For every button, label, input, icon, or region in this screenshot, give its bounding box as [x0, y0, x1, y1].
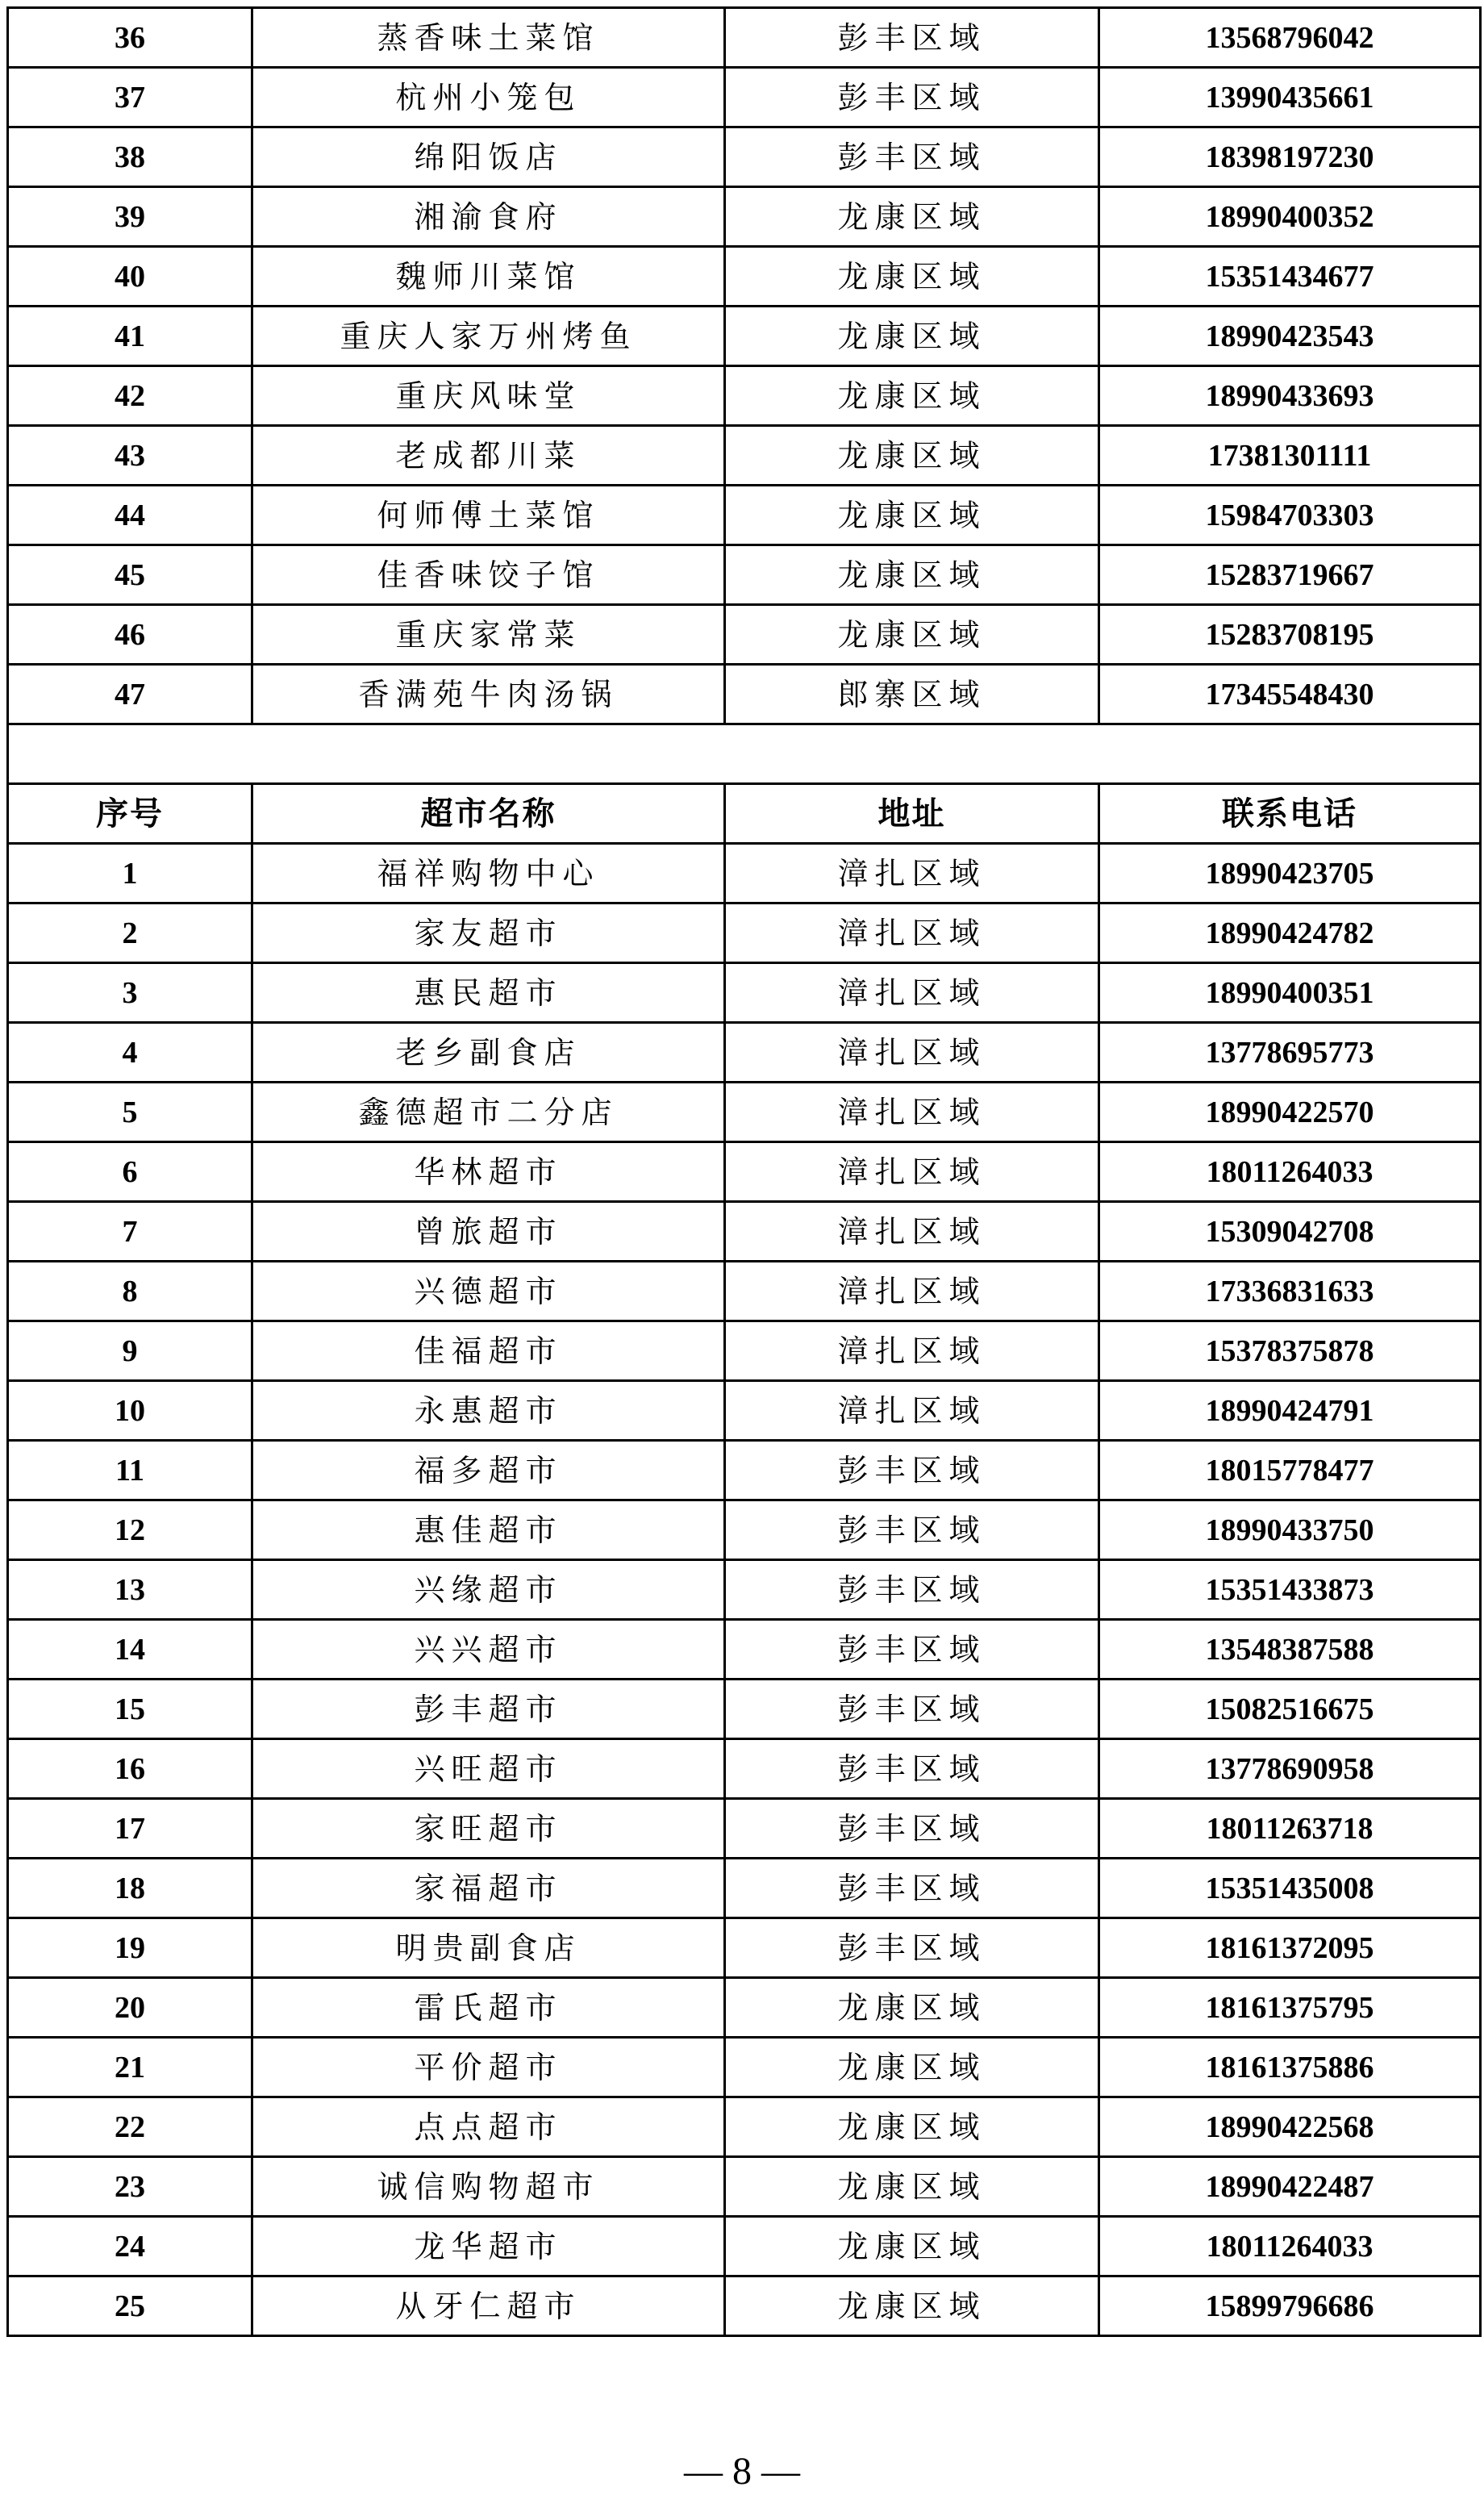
- row-number: 24: [8, 2217, 252, 2276]
- store-address: 漳扎区域: [725, 1202, 1099, 1262]
- store-name: 香满苑牛肉汤锅: [252, 665, 725, 724]
- store-name: 福多超市: [252, 1441, 725, 1500]
- table-row: [8, 545, 1481, 605]
- store-name: 惠民超市: [252, 963, 725, 1023]
- supermarket-rows: [8, 844, 1481, 2336]
- store-address: 彭丰区域: [725, 1918, 1099, 1978]
- store-phone: 15283708195: [1099, 605, 1481, 665]
- row-number: 36: [8, 8, 252, 68]
- store-address: 龙康区域: [725, 545, 1099, 605]
- row-number: 9: [8, 1321, 252, 1381]
- page-number: — 8 —: [684, 2450, 800, 2493]
- row-number: 5: [8, 1083, 252, 1142]
- table-row: [8, 903, 1481, 963]
- store-name: 雷氏超市: [252, 1978, 725, 2038]
- store-phone: 15309042708: [1099, 1202, 1481, 1262]
- table-row: [8, 1381, 1481, 1441]
- store-name: 重庆家常菜: [252, 605, 725, 665]
- row-number: 4: [8, 1023, 252, 1083]
- store-phone: 15283719667: [1099, 545, 1481, 605]
- table-row: [8, 2038, 1481, 2097]
- table-row: [8, 1739, 1481, 1799]
- store-address: 郎寨区域: [725, 665, 1099, 724]
- restaurant-rows: [8, 8, 1481, 724]
- row-number: 16: [8, 1739, 252, 1799]
- store-name: 绵阳饭店: [252, 127, 725, 187]
- row-number: 14: [8, 1620, 252, 1680]
- store-address: 龙康区域: [725, 2217, 1099, 2276]
- store-phone: 18990424782: [1099, 903, 1481, 963]
- store-phone: 18161375886: [1099, 2038, 1481, 2097]
- store-phone: 18011264033: [1099, 2217, 1481, 2276]
- table-row: [8, 426, 1481, 486]
- row-number: 6: [8, 1142, 252, 1202]
- store-name: 平价超市: [252, 2038, 725, 2097]
- store-name: 福祥购物中心: [252, 844, 725, 903]
- table-row: [8, 247, 1481, 307]
- store-address: 漳扎区域: [725, 1321, 1099, 1381]
- row-number: 40: [8, 247, 252, 307]
- store-address: 龙康区域: [725, 2097, 1099, 2157]
- store-phone: 15378375878: [1099, 1321, 1481, 1381]
- store-address: 龙康区域: [725, 1978, 1099, 2038]
- blank-row: [8, 724, 1481, 784]
- table-row: [8, 366, 1481, 426]
- table-row: [8, 307, 1481, 366]
- row-number: 39: [8, 187, 252, 247]
- store-address: 龙康区域: [725, 486, 1099, 545]
- table-row: [8, 1500, 1481, 1560]
- store-address: 彭丰区域: [725, 127, 1099, 187]
- table-row: [8, 605, 1481, 665]
- store-address: 彭丰区域: [725, 1441, 1099, 1500]
- store-phone: 13778690958: [1099, 1739, 1481, 1799]
- store-phone: 18990422487: [1099, 2157, 1481, 2217]
- store-phone: 18161372095: [1099, 1918, 1481, 1978]
- row-number: 7: [8, 1202, 252, 1262]
- row-number: 15: [8, 1680, 252, 1739]
- table-row: [8, 844, 1481, 903]
- store-phone: 18398197230: [1099, 127, 1481, 187]
- store-name: 兴兴超市: [252, 1620, 725, 1680]
- store-address: 彭丰区域: [725, 8, 1099, 68]
- table-row: [8, 68, 1481, 127]
- row-number: 2: [8, 903, 252, 963]
- store-name: 彭丰超市: [252, 1680, 725, 1739]
- row-number: 20: [8, 1978, 252, 2038]
- store-address: 彭丰区域: [725, 1859, 1099, 1918]
- header-phone: 联系电话: [1099, 784, 1481, 844]
- store-name: 从牙仁超市: [252, 2276, 725, 2336]
- row-number: 19: [8, 1918, 252, 1978]
- store-phone: 18990422568: [1099, 2097, 1481, 2157]
- store-phone: 18011263718: [1099, 1799, 1481, 1859]
- store-address: 漳扎区域: [725, 1023, 1099, 1083]
- table-row: [8, 963, 1481, 1023]
- store-address: 漳扎区域: [725, 963, 1099, 1023]
- row-number: 21: [8, 2038, 252, 2097]
- table-row: [8, 2097, 1481, 2157]
- store-address: 漳扎区域: [725, 1142, 1099, 1202]
- row-number: 23: [8, 2157, 252, 2217]
- store-phone: 18990433693: [1099, 366, 1481, 426]
- store-address: 龙康区域: [725, 2276, 1099, 2336]
- store-address: 彭丰区域: [725, 1799, 1099, 1859]
- table-row: [8, 1023, 1481, 1083]
- store-address: 龙康区域: [725, 247, 1099, 307]
- store-name: 佳香味饺子馆: [252, 545, 725, 605]
- table-row: [8, 1978, 1481, 2038]
- store-address: 龙康区域: [725, 605, 1099, 665]
- row-number: 37: [8, 68, 252, 127]
- store-phone: 13778695773: [1099, 1023, 1481, 1083]
- row-number: 22: [8, 2097, 252, 2157]
- store-address: 彭丰区域: [725, 1560, 1099, 1620]
- store-name: 杭州小笼包: [252, 68, 725, 127]
- store-phone: 15351434677: [1099, 247, 1481, 307]
- store-phone: 17336831633: [1099, 1262, 1481, 1321]
- store-address: 漳扎区域: [725, 903, 1099, 963]
- store-name: 家旺超市: [252, 1799, 725, 1859]
- table-row: [8, 1620, 1481, 1680]
- store-name: 佳福超市: [252, 1321, 725, 1381]
- store-name: 重庆人家万州烤鱼: [252, 307, 725, 366]
- supermarket-header-row: [8, 784, 1481, 844]
- store-phone: 18990422570: [1099, 1083, 1481, 1142]
- store-name: 老成都川菜: [252, 426, 725, 486]
- store-name: 永惠超市: [252, 1381, 725, 1441]
- table-row: [8, 1321, 1481, 1381]
- table-row: [8, 2157, 1481, 2217]
- store-address: 龙康区域: [725, 426, 1099, 486]
- store-name: 家福超市: [252, 1859, 725, 1918]
- store-name: 蒸香味土菜馆: [252, 8, 725, 68]
- store-address: 彭丰区域: [725, 68, 1099, 127]
- store-name: 魏师川菜馆: [252, 247, 725, 307]
- store-name: 点点超市: [252, 2097, 725, 2157]
- store-name: 惠佳超市: [252, 1500, 725, 1560]
- store-address: 彭丰区域: [725, 1500, 1099, 1560]
- row-number: 17: [8, 1799, 252, 1859]
- store-phone: 15351433873: [1099, 1560, 1481, 1620]
- table-row: [8, 2276, 1481, 2336]
- row-number: 43: [8, 426, 252, 486]
- table-row: [8, 1918, 1481, 1978]
- table-row: [8, 2217, 1481, 2276]
- table-row: [8, 1262, 1481, 1321]
- store-name: 华林超市: [252, 1142, 725, 1202]
- row-number: 42: [8, 366, 252, 426]
- table-row: [8, 187, 1481, 247]
- header-name: 超市名称: [252, 784, 725, 844]
- table-row: [8, 665, 1481, 724]
- store-phone: 18990400351: [1099, 963, 1481, 1023]
- row-number: 3: [8, 963, 252, 1023]
- header-no: 序号: [8, 784, 252, 844]
- store-phone: 15899796686: [1099, 2276, 1481, 2336]
- store-phone: 15082516675: [1099, 1680, 1481, 1739]
- row-number: 41: [8, 307, 252, 366]
- row-number: 10: [8, 1381, 252, 1441]
- store-phone: 18011264033: [1099, 1142, 1481, 1202]
- table-row: [8, 1202, 1481, 1262]
- table-row: [8, 127, 1481, 187]
- table-row: [8, 486, 1481, 545]
- store-address: 彭丰区域: [725, 1620, 1099, 1680]
- store-phone: 18990423705: [1099, 844, 1481, 903]
- store-name: 曾旅超市: [252, 1202, 725, 1262]
- store-phone: 18015778477: [1099, 1441, 1481, 1500]
- row-number: 11: [8, 1441, 252, 1500]
- store-phone: 18990423543: [1099, 307, 1481, 366]
- row-number: 46: [8, 605, 252, 665]
- table-row: [8, 1083, 1481, 1142]
- row-number: 1: [8, 844, 252, 903]
- store-phone: 13568796042: [1099, 8, 1481, 68]
- supermarket-section: [8, 784, 1481, 844]
- row-number: 12: [8, 1500, 252, 1560]
- store-name: 诚信购物超市: [252, 2157, 725, 2217]
- store-name: 家友超市: [252, 903, 725, 963]
- table-row: [8, 1560, 1481, 1620]
- store-phone: 17345548430: [1099, 665, 1481, 724]
- row-number: 44: [8, 486, 252, 545]
- row-number: 25: [8, 2276, 252, 2336]
- store-address: 龙康区域: [725, 307, 1099, 366]
- store-phone: 17381301111: [1099, 426, 1481, 486]
- store-phone: 13990435661: [1099, 68, 1481, 127]
- header-address: 地址: [725, 784, 1099, 844]
- row-number: 18: [8, 1859, 252, 1918]
- store-address: 彭丰区域: [725, 1739, 1099, 1799]
- table-row: [8, 1680, 1481, 1739]
- store-phone: 18990424791: [1099, 1381, 1481, 1441]
- store-address: 漳扎区域: [725, 1083, 1099, 1142]
- store-name: 何师傅土菜馆: [252, 486, 725, 545]
- store-phone: 13548387588: [1099, 1620, 1481, 1680]
- table-row: [8, 1142, 1481, 1202]
- section-gap: [8, 724, 1481, 784]
- row-number: 13: [8, 1560, 252, 1620]
- table-row: [8, 1859, 1481, 1918]
- store-name: 兴德超市: [252, 1262, 725, 1321]
- store-address: 漳扎区域: [725, 1381, 1099, 1441]
- store-phone: 18990400352: [1099, 187, 1481, 247]
- store-name: 明贵副食店: [252, 1918, 725, 1978]
- store-address: 彭丰区域: [725, 1680, 1099, 1739]
- row-number: 45: [8, 545, 252, 605]
- table-row: [8, 1441, 1481, 1500]
- store-address: 龙康区域: [725, 187, 1099, 247]
- store-address: 漳扎区域: [725, 844, 1099, 903]
- store-phone: 18990433750: [1099, 1500, 1481, 1560]
- row-number: 8: [8, 1262, 252, 1321]
- store-phone: 15984703303: [1099, 486, 1481, 545]
- listing-table: [6, 6, 1482, 2337]
- store-name: 重庆风味堂: [252, 366, 725, 426]
- table-row: [8, 8, 1481, 68]
- store-name: 兴旺超市: [252, 1739, 725, 1799]
- store-phone: 15351435008: [1099, 1859, 1481, 1918]
- store-name: 龙华超市: [252, 2217, 725, 2276]
- table-row: [8, 1799, 1481, 1859]
- row-number: 38: [8, 127, 252, 187]
- store-address: 漳扎区域: [725, 1262, 1099, 1321]
- store-name: 老乡副食店: [252, 1023, 725, 1083]
- store-phone: 18161375795: [1099, 1978, 1481, 2038]
- row-number: 47: [8, 665, 252, 724]
- store-address: 龙康区域: [725, 2157, 1099, 2217]
- store-address: 龙康区域: [725, 2038, 1099, 2097]
- store-name: 湘渝食府: [252, 187, 725, 247]
- store-name: 兴缘超市: [252, 1560, 725, 1620]
- store-address: 龙康区域: [725, 366, 1099, 426]
- store-name: 鑫德超市二分店: [252, 1083, 725, 1142]
